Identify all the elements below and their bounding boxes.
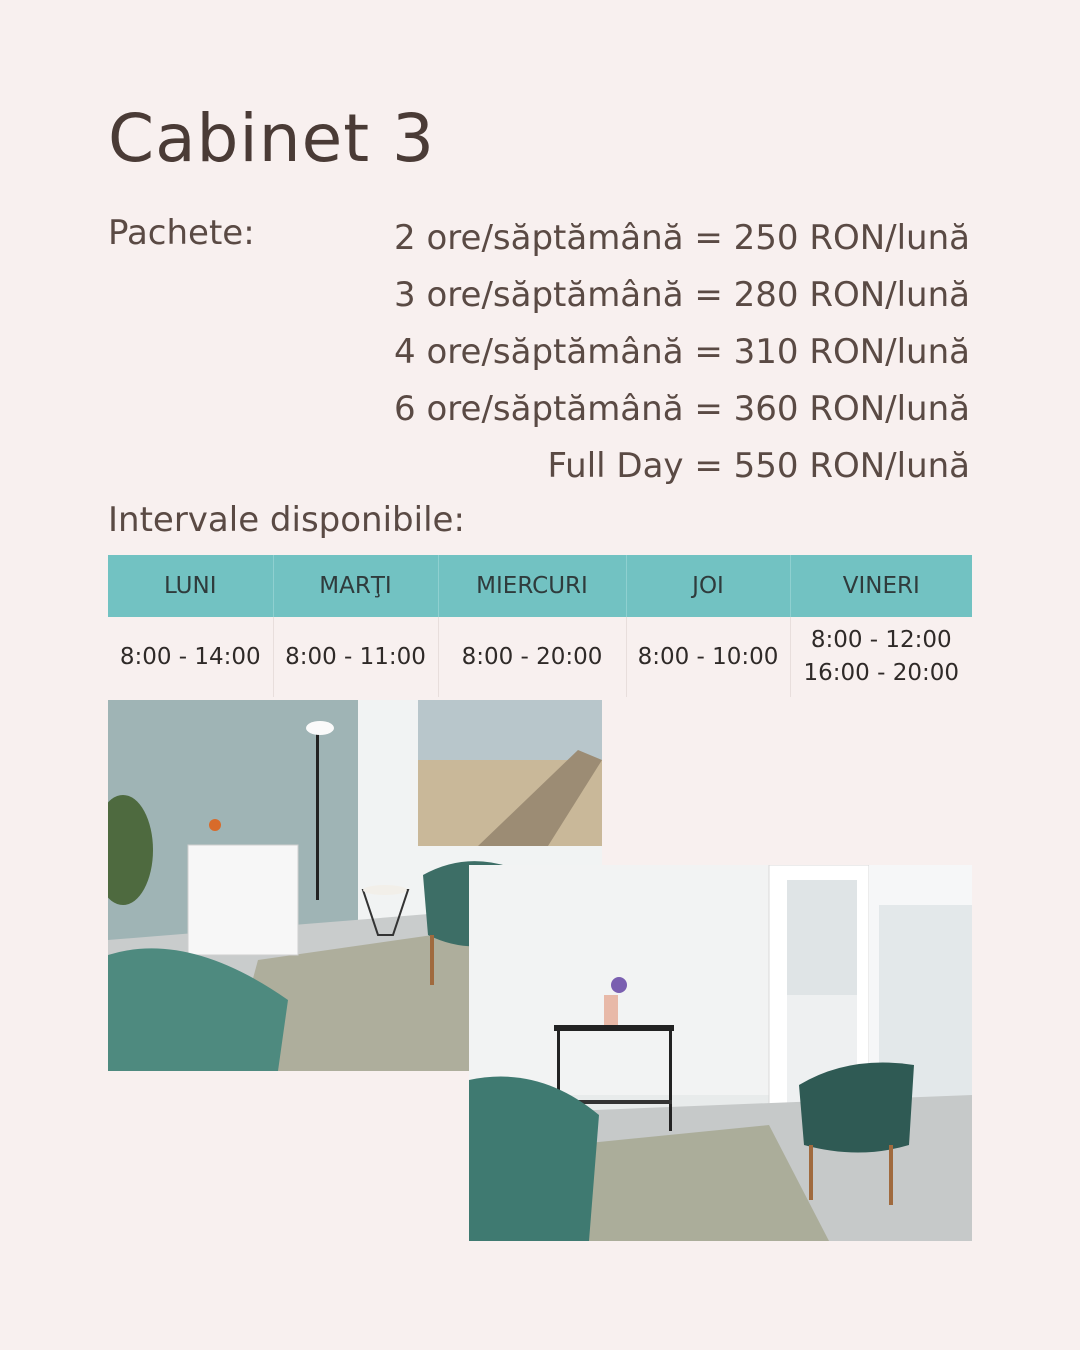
hours-cell-miercuri [438,617,626,697]
time-range: 16:00 - 20:00 [803,660,959,686]
schedule-table [108,555,972,697]
hours-cell-joi [626,617,790,697]
schedule-hours-row [108,617,972,697]
day-header-miercuri: MIERCURI [438,555,626,617]
page-title: Cabinet 3 [108,100,436,177]
packages-label: Pachete: [108,213,255,253]
time-range: 8:00 - 10:00 [637,643,779,670]
schedule-header-row [108,555,972,617]
package-item: 4 ore/săptămână = 310 RON/lună [394,332,970,372]
hours-cell-luni [108,617,273,697]
package-item: 6 ore/săptămână = 360 RON/lună [394,389,970,429]
hours-cell-vineri [790,617,972,697]
time-range: 8:00 - 20:00 [461,643,603,670]
package-item: 3 ore/săptămână = 280 RON/lună [394,275,970,315]
intervals-label: Intervale disponibile: [108,500,465,540]
time-range: 8:00 - 14:00 [119,643,261,670]
day-header-joi: JOI [626,555,790,617]
day-header-marti: MARŢI [273,555,438,617]
package-item: Full Day = 550 RON/lună [547,446,970,486]
hours-cell-marti [273,617,438,697]
package-item: 2 ore/săptămână = 250 RON/lună [394,218,970,258]
time-range: 8:00 - 11:00 [285,643,426,670]
time-range: 8:00 - 12:00 [810,627,952,653]
office-photo-door [469,865,972,1241]
day-header-vineri: VINERI [790,555,972,617]
day-header-luni: LUNI [108,555,273,617]
packages-list [394,210,970,495]
